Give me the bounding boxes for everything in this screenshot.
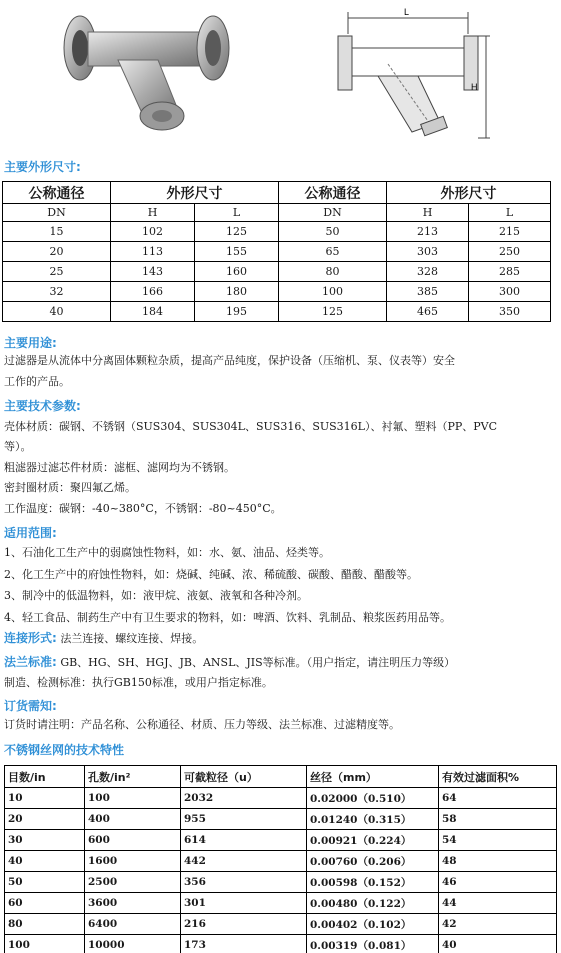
header-l-2: L — [469, 204, 551, 222]
table-row — [5, 935, 557, 953]
cell-dn: 15 — [3, 222, 111, 242]
mesh-header-particle-size: 可截粒径（u） — [181, 766, 307, 788]
cell-mesh: 30 — [5, 830, 85, 851]
dims-title: 主要外形尺寸: — [4, 160, 81, 174]
flange-title: 法兰标准: — [4, 655, 57, 669]
cell-dn: 100 — [279, 282, 387, 302]
mesh-title: 不锈钢丝网的技术特性 — [4, 743, 125, 757]
flange-line-2: 制造、检测标准：执行GB150标准，或用户指定标准。 — [4, 676, 273, 689]
cell-particle: 955 — [181, 809, 307, 830]
cell-l: 350 — [469, 302, 551, 322]
scope-title: 适用范围: — [4, 526, 57, 540]
cell-dn: 32 — [3, 282, 111, 302]
table-row — [5, 893, 557, 914]
cell-wire: 0.00921（0.224） — [307, 830, 439, 851]
header-dn: DN — [3, 204, 111, 222]
header-nominal: 公称通径 — [3, 182, 111, 204]
cell-mesh: 20 — [5, 809, 85, 830]
cell-holes: 100 — [85, 788, 181, 809]
order-text: 订货时请注明：产品名称、公称通径、材质、压力等级、法兰标准、过滤精度等。 — [4, 718, 400, 731]
drawing-label-l: L — [404, 7, 410, 17]
cell-wire: 0.00319（0.081） — [307, 935, 439, 953]
header-shape: 外形尺寸 — [111, 182, 279, 204]
cell-h: 166 — [111, 282, 195, 302]
dims-header-row — [3, 182, 551, 204]
cell-wire: 0.02000（0.510） — [307, 788, 439, 809]
cell-particle: 173 — [181, 935, 307, 953]
params-title: 主要技术参数: — [4, 399, 81, 413]
table-row — [5, 914, 557, 935]
cell-dn: 80 — [279, 262, 387, 282]
mesh-header-filter-area: 有效过滤面积% — [439, 766, 557, 788]
flange-text: GB、HG、SH、HGJ、JB、ANSL、JIS等标准。（用户指定，请注明压力等级） — [60, 656, 456, 669]
cell-area: 40 — [439, 935, 557, 953]
cell-l: 180 — [195, 282, 279, 302]
cell-dn: 50 — [279, 222, 387, 242]
table-row — [5, 809, 557, 830]
params-line-1: 壳体材质：碳钢、不锈钢（SUS304、SUS304L、SUS316、SUS316L）、衬氟、塑料（PP、PVC — [4, 420, 498, 433]
cell-area: 42 — [439, 914, 557, 935]
table-row — [3, 262, 551, 282]
cell-h: 113 — [111, 242, 195, 262]
cell-mesh: 80 — [5, 914, 85, 935]
mesh-header-hole-count: 孔数/in² — [85, 766, 181, 788]
use-line-2: 工作的产品。 — [4, 375, 70, 388]
cell-particle: 2032 — [181, 788, 307, 809]
drawing-label-h: H — [471, 82, 478, 92]
table-row — [3, 302, 551, 322]
cell-wire: 0.00402（0.102） — [307, 914, 439, 935]
header-shape-2: 外形尺寸 — [387, 182, 551, 204]
cell-particle: 301 — [181, 893, 307, 914]
cell-holes: 10000 — [85, 935, 181, 953]
mesh-header-row — [5, 766, 557, 788]
cell-h: 303 — [387, 242, 469, 262]
cell-l: 300 — [469, 282, 551, 302]
cell-area: 54 — [439, 830, 557, 851]
cell-particle: 356 — [181, 872, 307, 893]
cell-l: 195 — [195, 302, 279, 322]
cell-h: 465 — [387, 302, 469, 322]
cell-h: 328 — [387, 262, 469, 282]
scope-line-1: 1、石油化工生产中的弱腐蚀性物料，如：水、氨、油品、烃类等。 — [4, 546, 330, 559]
cell-mesh: 10 — [5, 788, 85, 809]
cell-dn: 20 — [3, 242, 111, 262]
header-h: H — [111, 204, 195, 222]
cell-wire: 0.00480（0.122） — [307, 893, 439, 914]
params-line-4: 密封圈材质：聚四氟乙烯。 — [4, 481, 136, 494]
cell-l: 160 — [195, 262, 279, 282]
cell-holes: 400 — [85, 809, 181, 830]
cell-dn: 65 — [279, 242, 387, 262]
cell-l: 215 — [469, 222, 551, 242]
cell-area: 64 — [439, 788, 557, 809]
cell-h: 385 — [387, 282, 469, 302]
scope-line-3: 3、制冷中的低温物料，如：液甲烷、液氨、液氧和各种冷剂。 — [4, 589, 308, 602]
cell-dn: 40 — [3, 302, 111, 322]
table-row — [5, 851, 557, 872]
header-nominal-2: 公称通径 — [279, 182, 387, 204]
flange-line — [4, 652, 455, 673]
cell-area: 48 — [439, 851, 557, 872]
mesh-header-wire-diameter: 丝径（mm） — [307, 766, 439, 788]
params-line-3: 粗滤器过滤芯件材质：滤框、滤网均为不锈钢。 — [4, 461, 235, 474]
scope-line-4: 4、轻工食品、制药生产中有卫生要求的物料，如：啤酒、饮料、乳制品、粮浆医药用品等。 — [4, 611, 451, 624]
cell-l: 125 — [195, 222, 279, 242]
cell-area: 44 — [439, 893, 557, 914]
cell-h: 213 — [387, 222, 469, 242]
cell-area: 58 — [439, 809, 557, 830]
cell-l: 155 — [195, 242, 279, 262]
cell-holes: 600 — [85, 830, 181, 851]
mesh-header-mesh-count: 目数/in — [5, 766, 85, 788]
product-figures — [0, 0, 561, 150]
connection-line — [4, 628, 203, 649]
table-row — [5, 872, 557, 893]
table-row — [3, 242, 551, 262]
cell-h: 143 — [111, 262, 195, 282]
y-strainer-photo — [58, 10, 238, 140]
header-dn-2: DN — [279, 204, 387, 222]
dimensions-table — [2, 181, 551, 322]
cell-l: 285 — [469, 262, 551, 282]
cell-h: 102 — [111, 222, 195, 242]
table-row — [3, 222, 551, 242]
cell-mesh: 50 — [5, 872, 85, 893]
order-title: 订货需知: — [4, 699, 57, 713]
dims-subheader-row — [3, 204, 551, 222]
cell-holes: 1600 — [85, 851, 181, 872]
table-row — [5, 788, 557, 809]
cell-mesh: 40 — [5, 851, 85, 872]
cell-particle: 442 — [181, 851, 307, 872]
cell-particle: 216 — [181, 914, 307, 935]
table-row — [3, 282, 551, 302]
cell-mesh: 100 — [5, 935, 85, 953]
header-l: L — [195, 204, 279, 222]
cell-wire: 0.00598（0.152） — [307, 872, 439, 893]
connection-text: 法兰连接、螺纹连接、焊接。 — [60, 632, 204, 645]
header-h-2: H — [387, 204, 469, 222]
cell-dn: 25 — [3, 262, 111, 282]
scope-line-2: 2、化工生产中的府蚀性物料，如：烧碱、纯碱、浓、稀硫酸、碳酸、醋酸、醋酸等。 — [4, 568, 418, 581]
y-strainer-drawing — [328, 4, 498, 150]
cell-holes: 6400 — [85, 914, 181, 935]
connection-title: 连接形式: — [4, 631, 57, 645]
cell-h: 184 — [111, 302, 195, 322]
params-line-2: 等）。 — [4, 440, 32, 453]
params-line-5: 工作温度：碳钢：-40~380°C，不锈钢：-80~450°C。 — [4, 502, 282, 515]
cell-wire: 0.01240（0.315） — [307, 809, 439, 830]
cell-dn: 125 — [279, 302, 387, 322]
cell-wire: 0.00760（0.206） — [307, 851, 439, 872]
mesh-table — [4, 765, 557, 953]
cell-holes: 2500 — [85, 872, 181, 893]
use-line-1: 过滤器是从流体中分离固体颗粒杂质，提高产品纯度，保护设备（压缩机、泵、仪表等）安全 — [4, 354, 455, 367]
cell-particle: 614 — [181, 830, 307, 851]
cell-mesh: 60 — [5, 893, 85, 914]
cell-l: 250 — [469, 242, 551, 262]
table-row — [5, 830, 557, 851]
use-title: 主要用途: — [4, 336, 57, 350]
cell-holes: 3600 — [85, 893, 181, 914]
cell-area: 46 — [439, 872, 557, 893]
